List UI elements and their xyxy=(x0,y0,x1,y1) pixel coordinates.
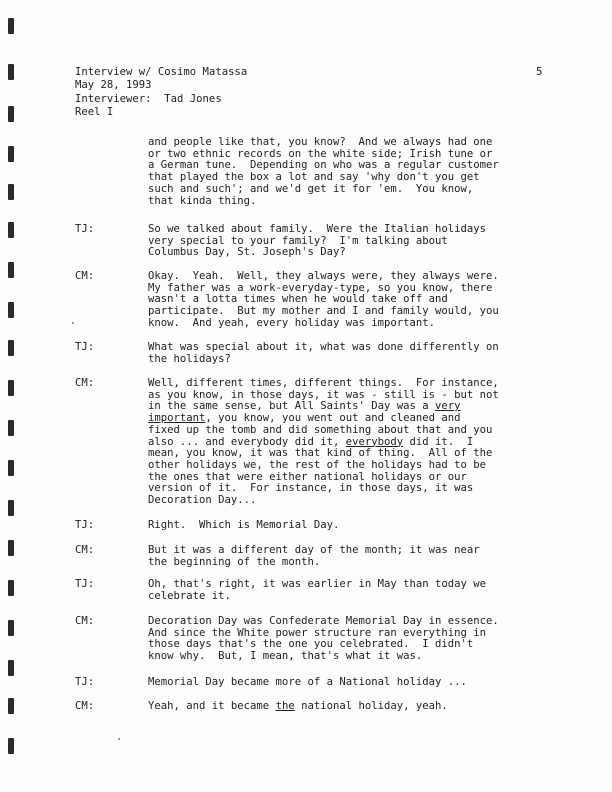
interview-title: Interview w/ Cosimo Matassa xyxy=(75,66,248,78)
utterance-text: So we talked about family. Were the Italian holidays very special to your family? I'm talking about Columbus Day, St. Joseph's Day? xyxy=(148,223,487,259)
binding-hole xyxy=(8,660,14,676)
speaker-label: CM: xyxy=(75,700,95,712)
utterance-text: What was special about it, what was done differently on the holidays? xyxy=(148,341,499,365)
page-number: 5 xyxy=(536,66,543,78)
utterance-text xyxy=(148,378,558,507)
binding-hole xyxy=(8,146,14,162)
binding-hole xyxy=(8,184,14,200)
scan-speck xyxy=(72,322,74,324)
utterance-text: Decoration Day was Confederate Memorial Day in essence. And since the White power structure ran everything in those days that's the one you celebrated. I didn't know why. But, I mean, that's what it was. xyxy=(148,615,499,663)
interviewer-line: Interviewer: Tad Jones xyxy=(75,92,222,105)
binding-hole xyxy=(8,302,14,318)
underlined-word: the xyxy=(275,700,295,712)
speaker-label: CM: xyxy=(75,270,95,282)
speaker-label: CM: xyxy=(75,544,95,556)
utterance-text: But it was a different day of the month; it was near the beginning of the month. xyxy=(148,544,480,568)
binding-hole xyxy=(8,106,14,122)
underlined-word: important xyxy=(148,412,206,425)
speaker-label: TJ: xyxy=(75,578,95,590)
text-run: did it. I mean, you know, it was that kind of thing. All of the other holidays we, the rest of the holidays had to be the ones that were either national holidays or our version of it. For instance, in those days, it was Decoration Day... xyxy=(148,435,493,507)
text-run: Yeah, and it became xyxy=(148,700,276,712)
transcript-header xyxy=(75,66,555,119)
utterance-text: Right. Which is Memorial Day. xyxy=(148,519,340,531)
paragraph-text: and people like that, you know? And we always had one or two ethnic records on the white side; Irish tune or a German tune. Depending on who was a regular customer that played the box a lot and say 'why don't you get such and such'; and we'd get it for 'em. You know, that kinda thing. xyxy=(148,136,499,207)
text-run: Well, different times, different things. For instance, as you know, in those days, it was - still is - but not in the same sense, but All Saints' Day was a xyxy=(148,377,499,413)
underlined-word: very xyxy=(435,400,461,413)
speaker-label: CM: xyxy=(75,615,95,627)
binding-hole xyxy=(8,698,14,714)
speaker-label: TJ: xyxy=(75,519,95,531)
binding-hole xyxy=(8,420,14,436)
utterance-text xyxy=(148,701,558,713)
speaker-label: TJ: xyxy=(75,341,95,353)
utterance-text: Oh, that's right, it was earlier in May than today we celebrate it. xyxy=(148,578,487,602)
speaker-label: CM: xyxy=(75,377,95,389)
scan-speck xyxy=(118,738,120,740)
binding-hole xyxy=(8,580,14,596)
reel-line: Reel I xyxy=(75,105,114,118)
speaker-label: TJ: xyxy=(75,676,95,688)
binding-hole xyxy=(8,500,14,516)
binding-hole xyxy=(8,620,14,636)
binding-hole xyxy=(8,222,14,238)
underlined-word: everybody xyxy=(345,435,404,448)
binding-hole xyxy=(8,460,14,476)
interview-date: May 28, 1993 xyxy=(75,79,152,92)
binding-hole xyxy=(8,64,14,80)
binding-hole xyxy=(8,262,14,278)
binding-hole xyxy=(8,340,14,356)
binding-hole xyxy=(8,738,14,754)
speaker-label: TJ: xyxy=(75,223,95,235)
binding-hole xyxy=(8,380,14,396)
binding-hole xyxy=(8,18,14,34)
utterance-text: Memorial Day became more of a National holiday ... xyxy=(148,676,467,688)
utterance-text: Okay. Yeah. Well, they always were, they always were. My father was a work-everyday-type, so you know, there wasn't a lotta times when he would take off and participate. But my mother and I and family would, you know. And yeah, every holiday was important. xyxy=(148,270,499,329)
text-run: national holiday, yeah. xyxy=(294,700,448,712)
binding-hole xyxy=(8,540,14,556)
text-run: , you know, you went out and cleaned and fixed up the tomb and did something about that and you also ... and everybody did it, xyxy=(148,412,493,448)
